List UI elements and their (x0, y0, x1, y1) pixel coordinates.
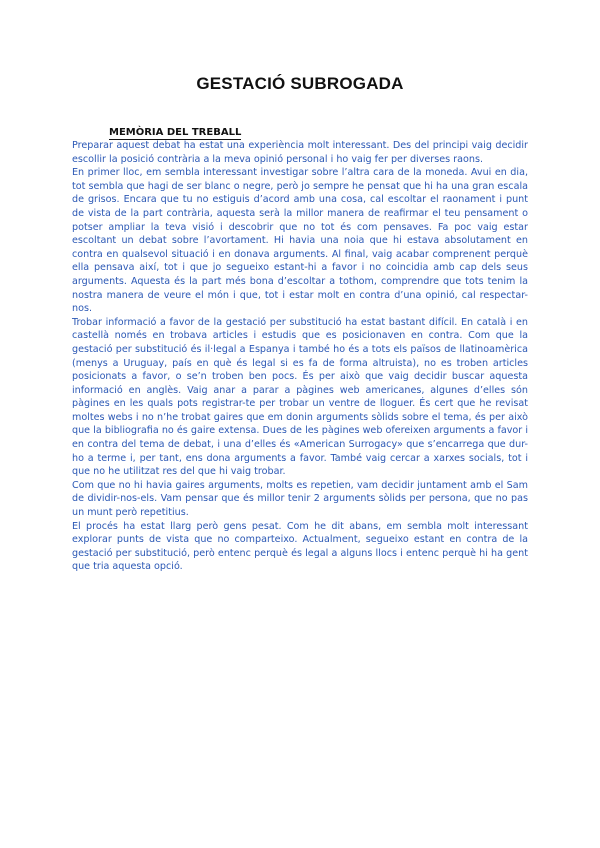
paragraph-1: Preparar aquest debat ha estat una experiència molt interessant. Des del principi vaig decidir escollir la posició contrària a la meva opinió personal i ho vaig fer per diverses raons. (72, 140, 528, 165)
document-title: GESTACIÓ SUBROGADA (196, 74, 404, 93)
paragraph-5: El procés ha estat llarg però gens pesat. Com he dit abans, em sembla molt interessant explorar punts de vista que no comparteixo. Actualment, segueixo estant en contra de la gestació per substitució, però entenc perquè és legal a alguns llocs i entenc perquè hi ha gent que tria aquesta opció. (72, 520, 528, 573)
document-subtitle: MEMÒRIA DEL TREBALL (109, 127, 242, 138)
paragraph-3: Trobar informació a favor de la gestació per substitució ha estat bastant difícil. En català i en castellà només en trobava articles i estudis que es posicionaven en contra. Com que la gestació per substitució és il·legal a Espanya i també ho és a tots els països de llatinoamèrica (menys a Uruguay, país en què és legal si es fa de forma altruista), no es troben articles posicionats a favor, o se’n troben ben pocs. És per això que vaig decidir buscar aquesta informació en anglès. Vaig anar a parar a pàgines web americanes, algunes d’elles són pàgines en les quals pots registrar-te per trobar un ventre de lloguer. És cert que he revisat moltes webs i no n’he trobat gaires que em donin arguments sòlids sobre el tema, és per això que la bibliografia no és gaire extensa. Dues de les pàgines web ofereixen arguments a favor i en contra del tema de debat, i una d’elles és «American Surrogacy» que s’encarrega que dur-ho a terme i, per tant, ens dona arguments a favor. També vaig cercar a xarxes socials, tot i que no he utilitzat res del que hi vaig trobar. (72, 316, 528, 478)
document-body (72, 139, 528, 574)
paragraph-4: Com que no hi havia gaires arguments, molts es repetien, vam decidir juntament amb el Sam de dividir-nos-els. Vam pensar que és millor tenir 2 arguments sòlids per persona, que no pas un munt però repetitius. (72, 479, 528, 519)
paragraph-2: En primer lloc, em sembla interessant investigar sobre l’altra cara de la moneda. Avui en dia, tot sembla que hagi de ser blanc o negre, però jo sempre he pensat que hi ha una gran escala de grisos. Encara que tu no estiguis d’acord amb una cosa, cal escoltar el raonament i punt de vista de la part contrària, aquesta serà la millor manera de reafirmar el teu pensament o potser ampliar la teva visió i descobrir que no tot és com pensaves. Fa poc vaig estar escoltant un debat sobre l’avortament. Hi havia una noia que hi estava absolutament en contra en qualsevol situació i en donava arguments. Al final, vaig acabar comprenent perquè ella pensava així, tot i que jo segueixo estant-hi a favor i no coincidia amb cap dels seus arguments. Aquesta és la part més bona d’escoltar a tothom, comprendre que tots tenim la nostra manera de veure el món i que, tot i estar molt en contra d’una opinió, cal respectar-nos. (72, 167, 528, 315)
